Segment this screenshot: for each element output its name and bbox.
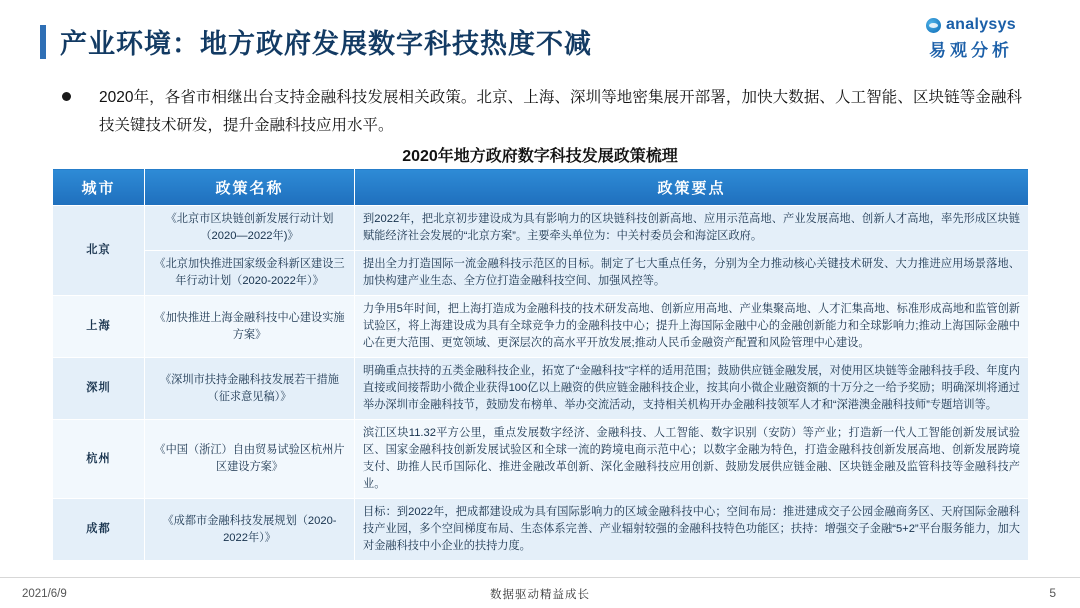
table-row: [53, 251, 1029, 296]
bullet-paragraph: [62, 84, 1022, 140]
cell-policy-name: 《加快推进上海金融科技中心建设实施方案》: [145, 296, 355, 358]
cell-policy-name: 《成都市金融科技发展规划（2020-2022年）》: [145, 499, 355, 561]
table-row: [53, 358, 1029, 420]
footer-tagline: 数据驱动精益成长: [490, 589, 590, 601]
cell-city: 杭州: [53, 420, 145, 499]
column-header-policy-points: 政策要点: [355, 169, 1029, 206]
logo-top: [896, 16, 1046, 34]
logo-name-cn: 易观分析: [929, 41, 1013, 60]
bullet-text: 2020年，各省市相继出台支持金融科技发展相关政策。北京、上海、深圳等地密集展开部署，加快大数据、人工智能、区块链等金融科技关键技术研发，提升金融科技应用水平。: [99, 89, 1022, 134]
footer-page-number: 5: [1049, 586, 1056, 600]
cell-policy-name: 《中国（浙江）自由贸易试验区杭州片区建设方案》: [145, 420, 355, 499]
title-accent-bar: [40, 25, 46, 59]
cell-policy-points: 明确重点扶持的五类金融科技企业，拓宽了“金融科技”字样的适用范围；鼓励供应链金融发展，对使用区块链等金融科技手段、年度内直接或间接帮助小微企业获得100亿以上融资的供应链金融科技企业，按其向小微企业融资额的十万分之一给予奖励；明确深圳将通过举办深圳市金融科技节，鼓励发布榜单、举办交流活动，支持相关机构开办金融科技领军人才和“深港澳金融科技师”专题培训等。: [355, 358, 1029, 420]
cell-policy-name: 《深圳市扶持金融科技发展若干措施（征求意见稿）》: [145, 358, 355, 420]
table-caption: 2020年地方政府数字科技发展政策梳理: [402, 148, 678, 165]
title-text: 产业环境：地方政府发展数字科技热度不减: [60, 29, 592, 59]
cell-city: 成都: [53, 499, 145, 561]
column-header-policy-name: 政策名称: [145, 169, 355, 206]
footer-date: 2021/6/9: [22, 588, 67, 600]
cell-policy-points: 滨江区块11.32平方公里，重点发展数字经济、金融科技、人工智能、数字识别（安防）等产业；打造新一代人工智能创新发展试验区、国家金融科技创新发展试验区和全球一流的跨境电商示范中心；以数字金融为特色，打造金融科技创新发展高地、创新发展跨境支付、助推人民币国际化、推进金融改革创新、深化金融科技应用创新、鼓励发展供应链金融、区块链金融及监管科技等金融科技产业。: [355, 420, 1029, 499]
bullet-dot-icon: [62, 92, 71, 101]
footer-divider: [0, 577, 1080, 578]
table-row: [53, 499, 1029, 561]
page-title: [40, 22, 592, 61]
policy-table: [52, 168, 1029, 561]
brand-logo: [896, 16, 1046, 61]
table-row: [53, 420, 1029, 499]
table-row: [53, 296, 1029, 358]
cell-city: 北京: [53, 206, 145, 296]
cell-city: 深圳: [53, 358, 145, 420]
table-header-row: [53, 169, 1029, 206]
cell-policy-points: 力争用5年时间，把上海打造成为金融科技的技术研发高地、创新应用高地、产业集聚高地、人才汇集高地、标准形成高地和监管创新试验区，将上海建设成为具有全球竞争力的金融科技中心；提升上海国际金融中心的金融创新能力和全球影响力;推动上海国际金融中心在更大范围、更宽领域、更深层次的高水平开放发展;推动人民币金融资产配置和风险管理中心建设。: [355, 296, 1029, 358]
cell-policy-name: 《北京市区块链创新发展行动计划（2020—2022年)》: [145, 206, 355, 251]
cell-policy-points: 目标：到2022年，把成都建设成为具有国际影响力的区域金融科技中心；空间布局：推进建成交子公园金融商务区、天府国际金融科技产业园，多个空间梯度布局、生态体系完善、产业辐射较强的金融科技特色功能区；扶持：增强交子金融“5+2”平台服务能力，加大对金融科技中小企业的扶持力度。: [355, 499, 1029, 561]
table-row: [53, 206, 1029, 251]
analysys-circle-icon: [926, 18, 941, 33]
cell-city: 上海: [53, 296, 145, 358]
cell-policy-name: 《北京加快推进国家级金科新区建设三年行动计划（2020-2022年）》: [145, 251, 355, 296]
cell-policy-points: 提出全力打造国际一流金融科技示范区的目标。制定了七大重点任务，分别为全力推动核心关键技术研发、大力推进应用场景落地、加快构建产业生态、全方位打造金融科技空间、加强风控等。: [355, 251, 1029, 296]
logo-name-en: analysys: [945, 16, 1016, 33]
column-header-city: 城市: [53, 169, 145, 206]
cell-policy-points: 到2022年，把北京初步建设成为具有影响力的区块链科技创新高地、应用示范高地、产业发展高地、创新人才高地，率先形成区块链赋能经济社会发展的“北京方案”。主要牵头单位为：中关村委员会和海淀区政府。: [355, 206, 1029, 251]
